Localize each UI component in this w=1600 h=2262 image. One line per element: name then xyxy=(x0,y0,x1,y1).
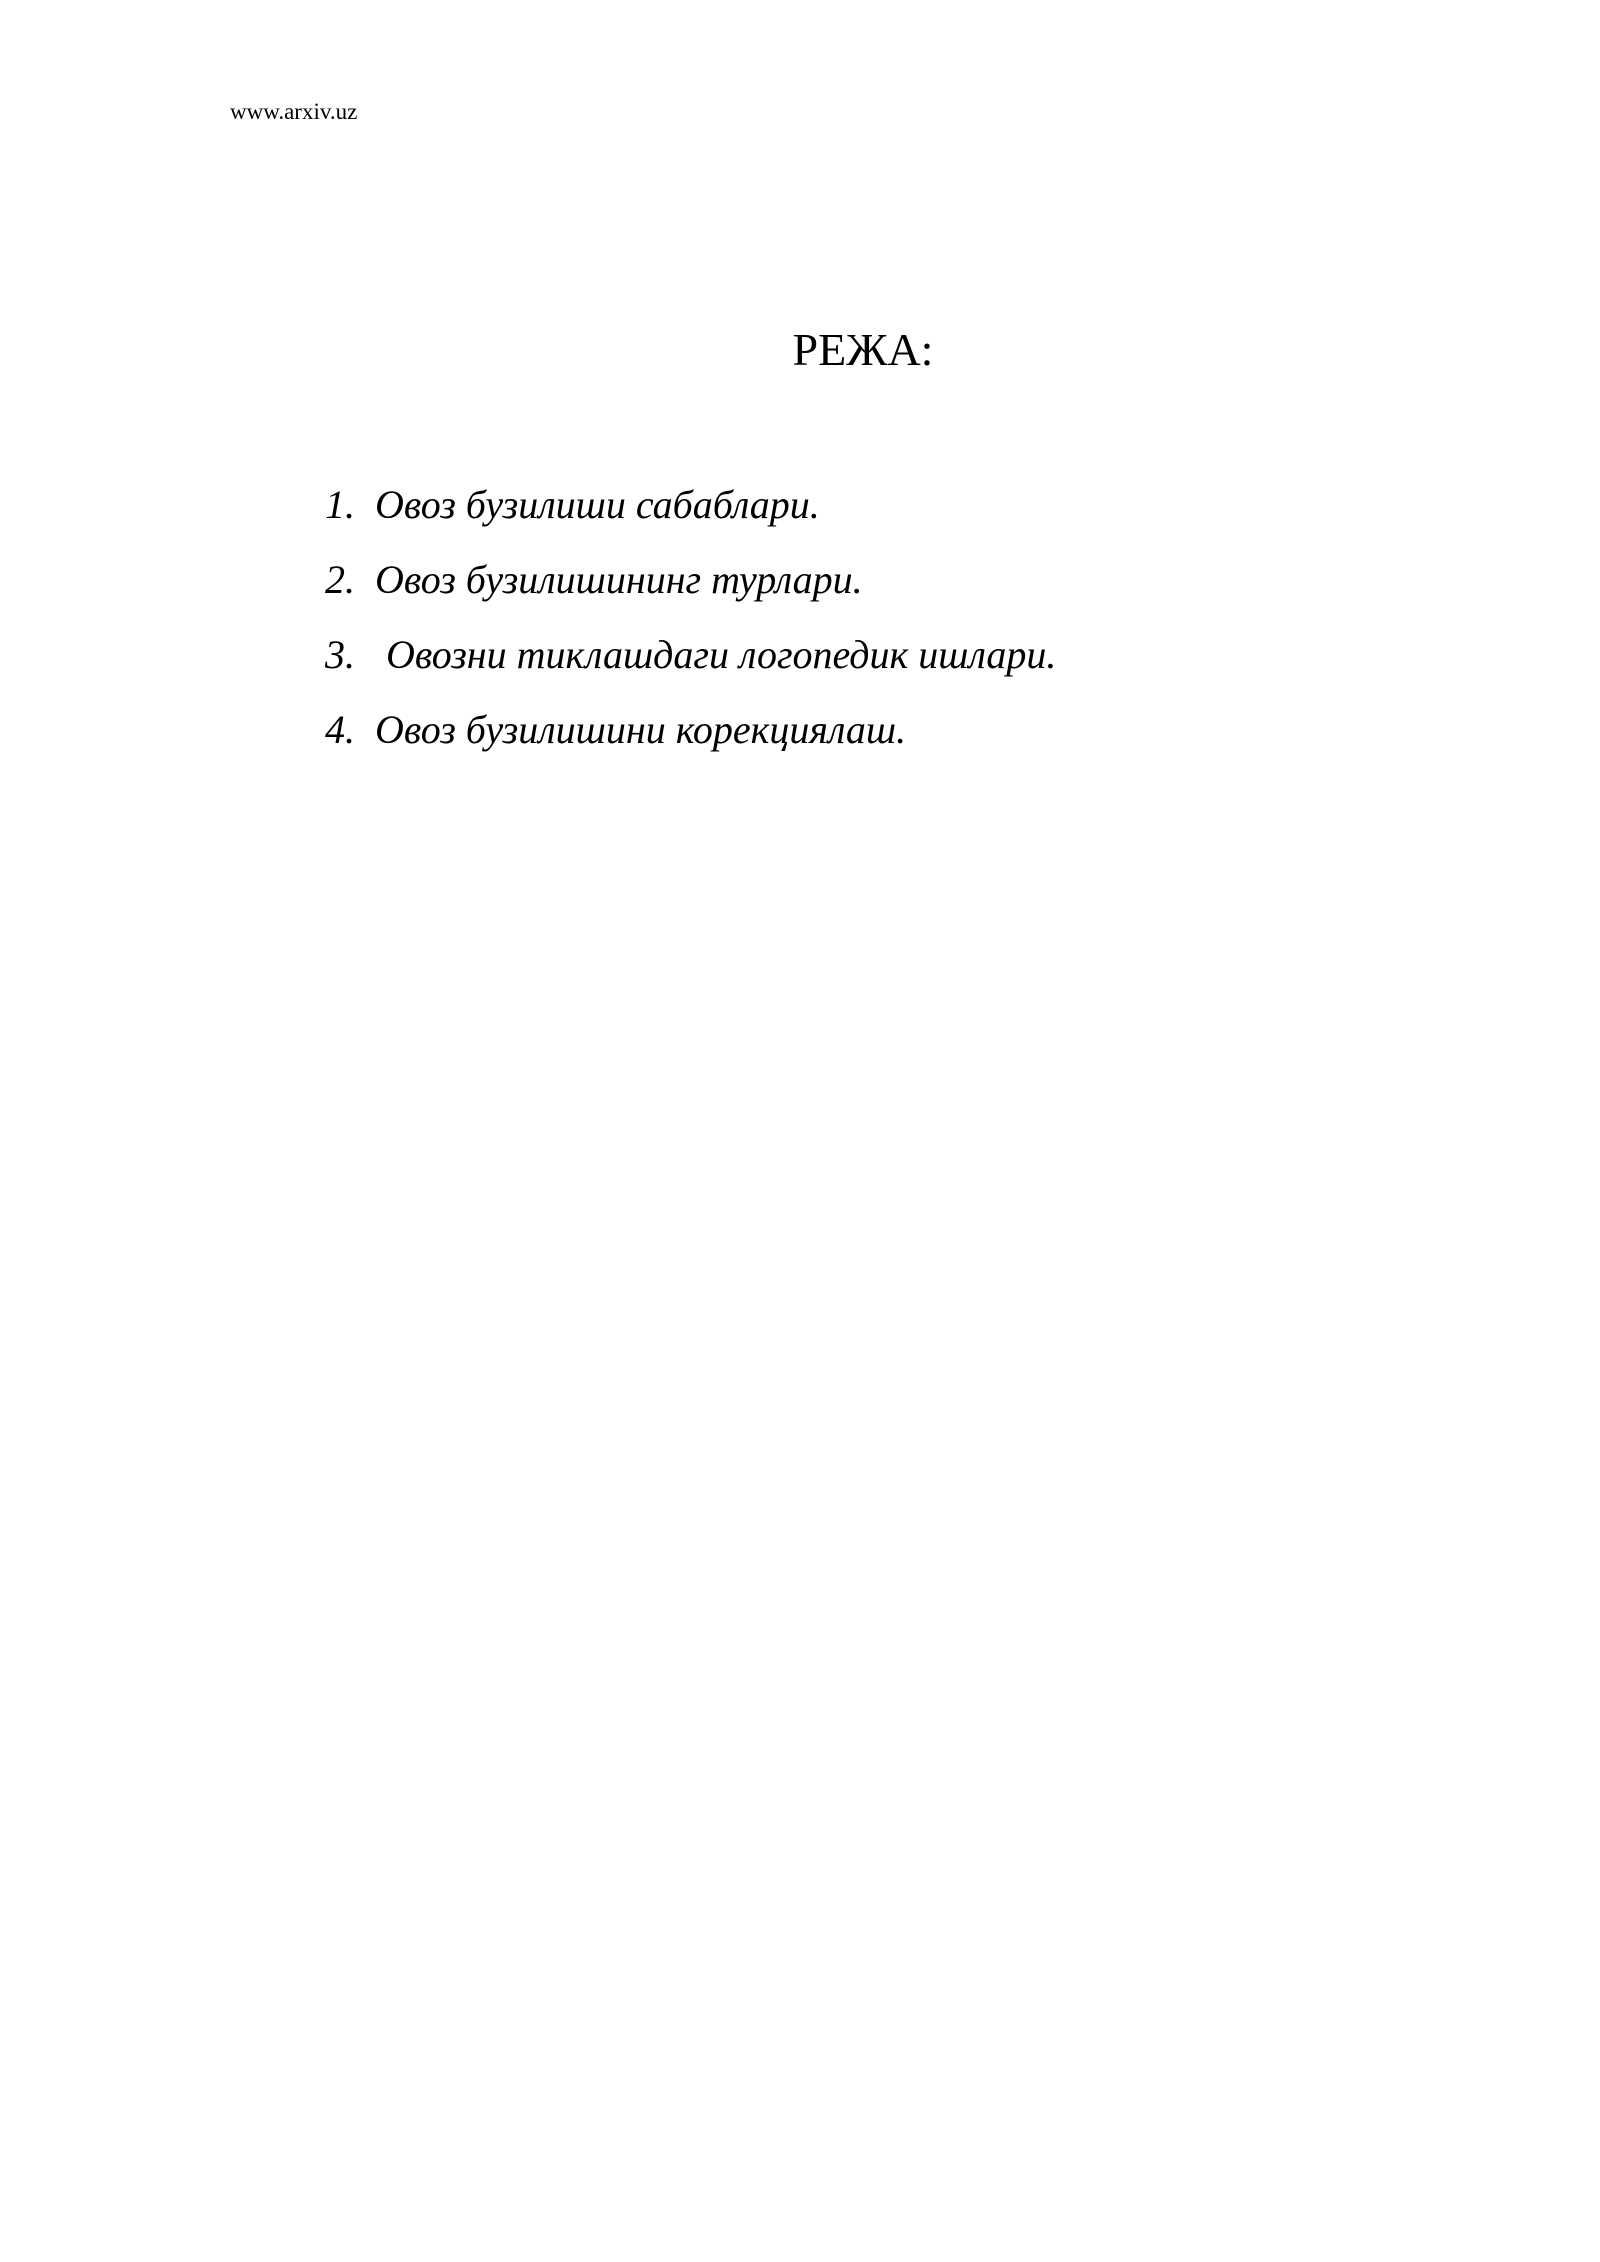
plan-item-text: Овоз бузилишини корекциялаш. xyxy=(375,707,907,752)
header-url: www.arxiv.uz xyxy=(230,99,358,124)
plan-list xyxy=(325,467,1056,767)
plan-item-number: 4. xyxy=(325,707,355,752)
plan-item-number: 3. xyxy=(325,632,355,677)
plan-item-number: 1. xyxy=(325,482,355,527)
plan-item-text: Овоз бузилиши сабаблари. xyxy=(375,482,820,527)
plan-item-text: Овозни тиклашдаги логопедик ишлари. xyxy=(386,632,1057,677)
plan-item-3 xyxy=(325,617,1056,692)
plan-item-4 xyxy=(325,692,1056,767)
plan-item-number: 2. xyxy=(325,557,355,602)
plan-item-1 xyxy=(325,467,1056,542)
plan-item-2 xyxy=(325,542,1056,617)
plan-title: РЕЖА: xyxy=(792,324,934,375)
plan-item-text: Овоз бузилишининг турлари. xyxy=(375,557,863,602)
